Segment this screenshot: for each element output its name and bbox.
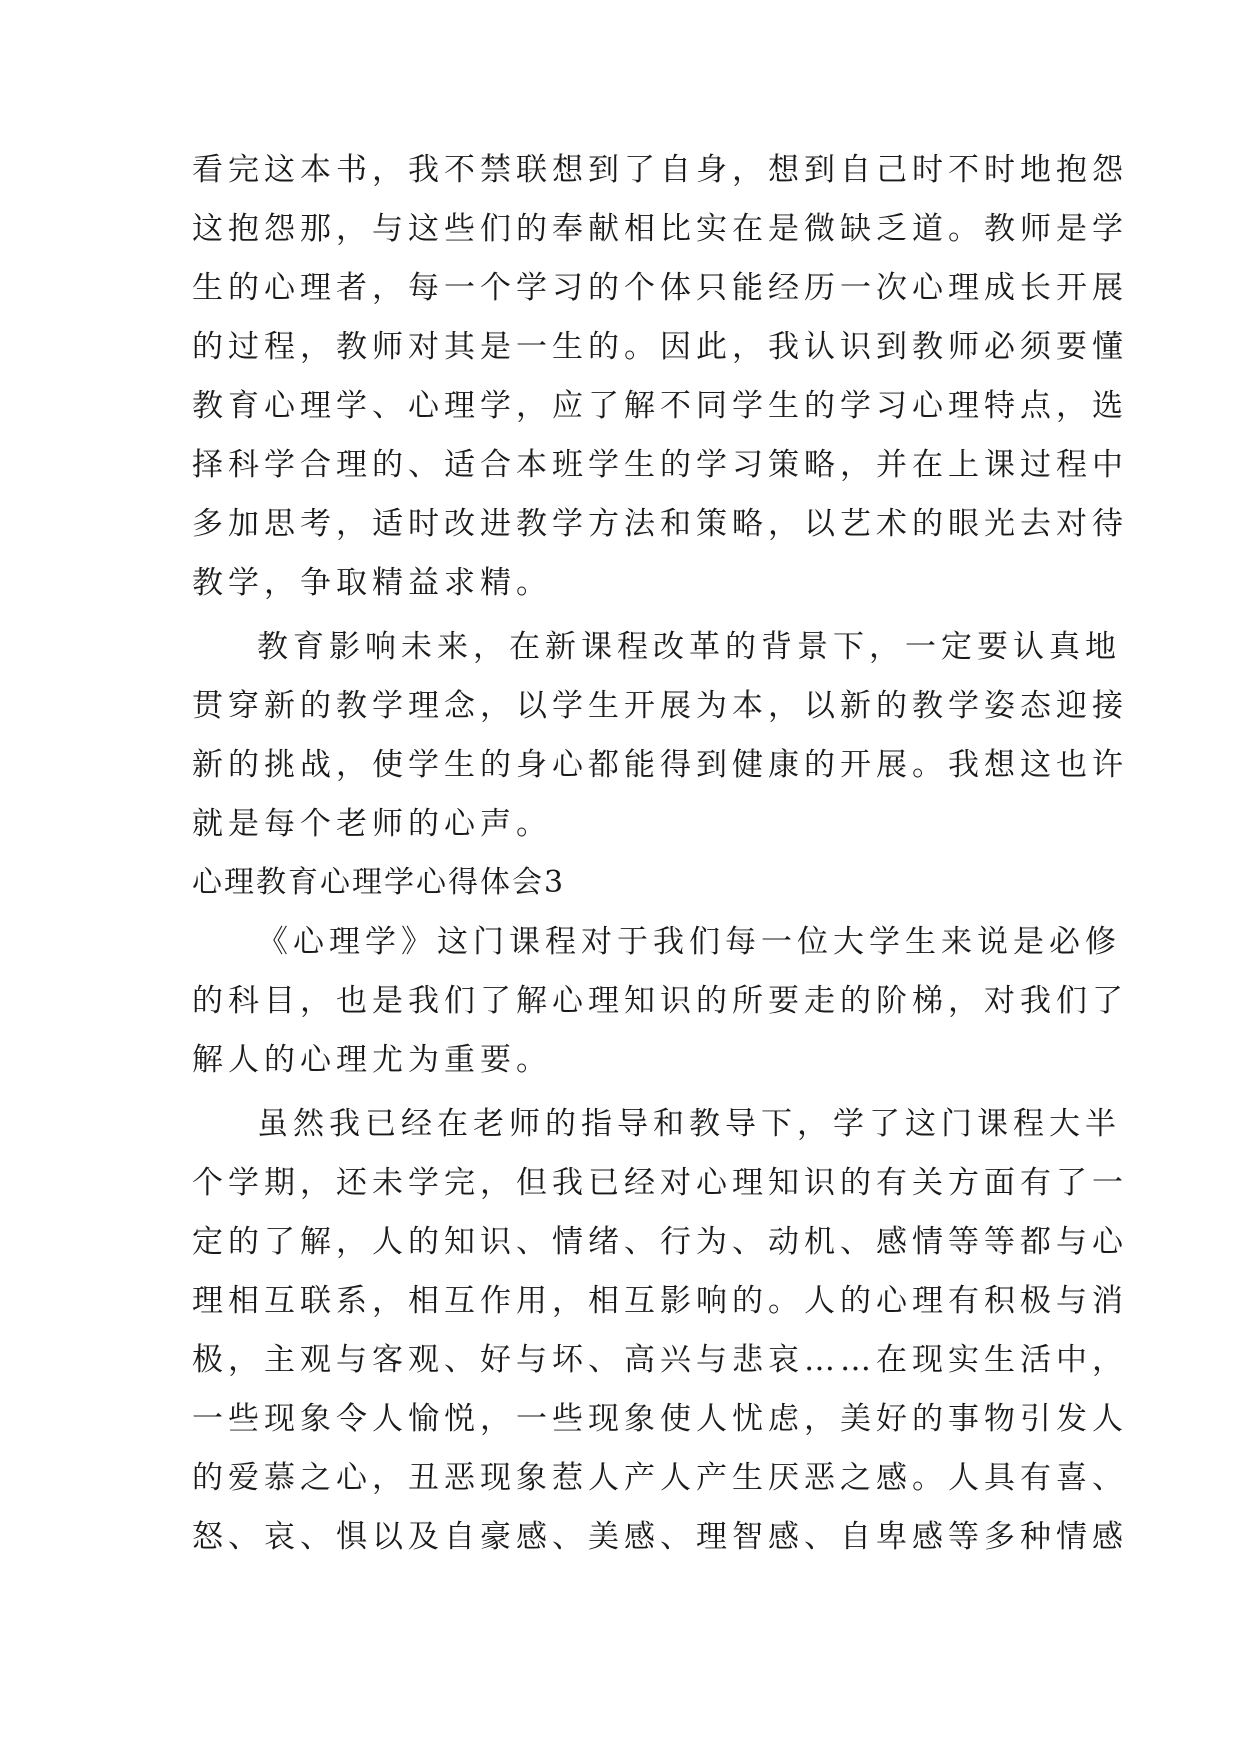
text-line: 定的了解，人的知识、情绪、行为、动机、感情等等都与心 — [192, 1224, 1128, 1260]
text-line: 极，主观与客观、好与坏、高兴与悲哀……在现实生活中， — [192, 1342, 1128, 1378]
text-line: 新的挑战，使学生的身心都能得到健康的开展。我想这也许 — [192, 747, 1128, 783]
text-line: 的爱慕之心，丑恶现象惹人产人产生厌恶之感。人具有喜、 — [192, 1460, 1128, 1496]
text-line: 多加思考，适时改进教学方法和策略，以艺术的眼光去对待 — [192, 506, 1128, 542]
text-line: 《心理学》这门课程对于我们每一位大学生来说是必修 — [257, 924, 1121, 960]
text-line: 个学期，还未学完，但我已经对心理知识的有关方面有了一 — [192, 1165, 1128, 1201]
text-line: 生的心理者，每一个学习的个体只能经历一次心理成长开展 — [192, 270, 1128, 306]
text-line: 解人的心理尤为重要。 — [192, 1042, 552, 1078]
text-line: 这抱怨那，与这些们的奉献相比实在是微缺乏道。教师是学 — [192, 211, 1128, 247]
text-line: 理相互联系，相互作用，相互影响的。人的心理有积极与消 — [192, 1283, 1128, 1319]
text-line: 的科目，也是我们了解心理知识的所要走的阶梯，对我们了 — [192, 983, 1128, 1019]
text-line: 就是每个老师的心声。 — [192, 806, 552, 842]
text-line: 看完这本书，我不禁联想到了自身，想到自己时不时地抱怨 — [192, 152, 1128, 188]
text-line: 的过程，教师对其是一生的。因此，我认识到教师必须要懂 — [192, 329, 1128, 365]
text-line: 教育心理学、心理学，应了解不同学生的学习心理特点，选 — [192, 388, 1128, 424]
section-heading: 心理教育心理学心得体会3 — [192, 865, 566, 900]
text-line: 虽然我已经在老师的指导和教导下，学了这门课程大半 — [257, 1106, 1121, 1142]
text-line: 一些现象令人愉悦，一些现象使人忧虑，美好的事物引发人 — [192, 1401, 1128, 1437]
text-line: 贯穿新的教学理念，以学生开展为本，以新的教学姿态迎接 — [192, 688, 1128, 724]
text-line: 教育影响未来，在新课程改革的背景下，一定要认真地 — [257, 629, 1121, 665]
text-line: 怒、哀、惧以及自豪感、美感、理智感、自卑感等多种情感 — [192, 1519, 1128, 1555]
text-line: 择科学合理的、适合本班学生的学习策略，并在上课过程中 — [192, 447, 1128, 483]
text-line: 教学，争取精益求精。 — [192, 565, 552, 601]
